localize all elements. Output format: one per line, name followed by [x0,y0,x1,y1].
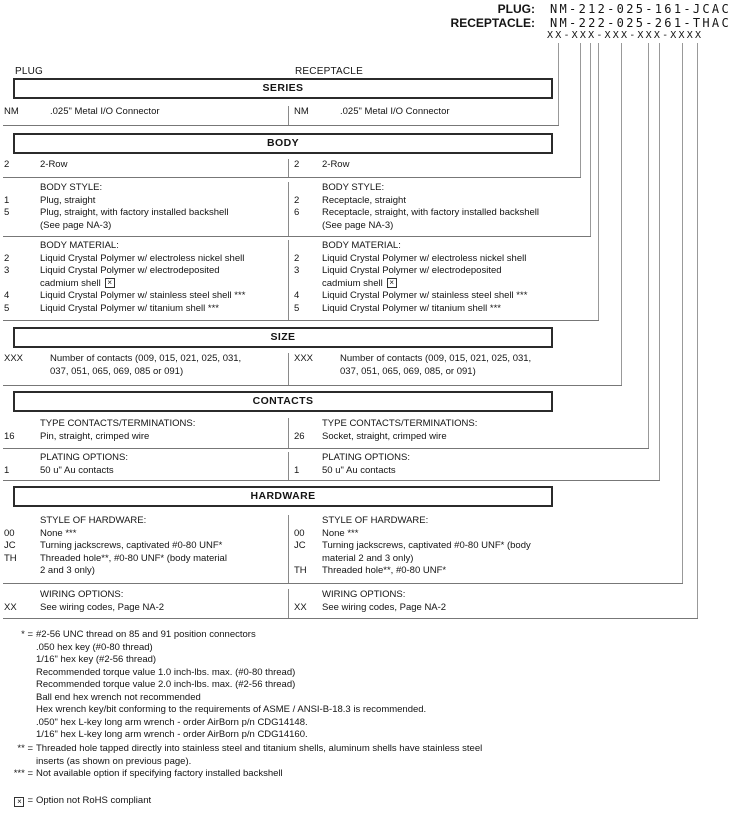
leader-line-contact-type [648,43,649,449]
option-desc: Turning jackscrews, captivated #0-80 UNF* [40,540,223,551]
body-row-right-row [294,159,349,172]
option-code: 2 [4,252,10,264]
rule-wiring [3,618,698,619]
rule-body-material [3,320,599,321]
option-code: 1 [4,464,10,476]
footnote-subline: Recommended torque value 1.0 inch-lbs. max. (#0-80 thread) [36,666,296,678]
option-code: TH [4,552,17,564]
option-desc: Receptacle, straight [322,194,406,206]
footnote-text: inserts (as shown on previous page). [36,755,192,767]
rule-size [3,385,622,386]
option-desc: Liquid Crystal Polymer w/ titanium shell *** [40,302,219,314]
footnote-marker: = [27,795,33,806]
option-desc: .025" Metal I/O Connector [50,106,160,117]
option-code: 3 [4,265,10,276]
section-header-hardware: HARDWARE [13,486,553,507]
hardware-style-left [4,515,227,578]
plating-left [4,452,128,477]
contact-type-right [294,418,477,443]
option-code: NM [4,106,19,117]
body-style-right [294,182,539,232]
option-desc: (See page NA-3) [40,219,112,231]
footnote-star [3,629,426,742]
series-left [4,106,160,119]
option-code: 2 [294,252,300,264]
series-right [294,106,450,119]
option-code: TH [294,565,307,576]
divider-body-style [288,182,289,236]
rule-body-style [3,236,591,237]
option-desc: Socket, straight, crimped wire [322,430,447,442]
option-code: 16 [4,430,15,442]
series-right-row [294,106,450,119]
block-heading: PLATING OPTIONS: [40,452,128,463]
plating-right [294,452,410,477]
option-code: XXX [294,353,314,364]
contact-type-left [4,418,195,443]
option-desc: Plug, straight [40,194,96,206]
option-desc: None *** [40,527,77,539]
block-heading: PLATING OPTIONS: [322,452,410,463]
footnote-text: Threaded hole tapped directly into stainless steel and titanium shells, aluminum shells have stainless steel [36,743,483,754]
body-row-left-row [4,159,67,172]
footnote-subline: 1/16" hex L-key long arm wrench - order AirBorn p/n CDG14160. [36,729,308,740]
option-desc: None *** [322,527,359,539]
leader-line-hardware-style [682,43,683,584]
option-code: 4 [294,290,300,301]
option-code: 2 [4,159,10,170]
size-left [4,353,241,378]
plug-partnumber-value: NM-212-025-161-JCAC [550,2,731,16]
rule-series [3,125,559,126]
leader-line-body-style [590,43,591,236]
block-heading: TYPE CONTACTS/TERMINATIONS: [40,418,196,429]
leader-line-body-material [598,43,599,321]
option-desc: Liquid Crystal Polymer w/ electroless nickel shell [322,252,527,264]
leader-line-size [621,43,622,386]
option-desc: Liquid Crystal Polymer w/ stainless steel shell *** [322,290,528,301]
option-desc: Number of contacts (009, 015, 021, 025, 031, [50,353,242,364]
option-desc: 037, 051, 065, 069, 085 or 091) [50,365,184,377]
section-header-size: SIZE [13,327,553,348]
option-desc: (See page NA-3) [322,219,394,231]
hardware-style-right [294,515,531,578]
footnote-marker: *** = [13,768,33,779]
rule-plating [3,480,660,481]
option-code: 4 [4,290,10,301]
option-code: 1 [4,194,10,206]
divider-body [288,159,289,177]
option-desc: cadmium shell [40,277,101,289]
block-heading: TYPE CONTACTS/TERMINATIONS: [322,418,478,429]
option-code: 5 [4,207,10,218]
option-code: 00 [294,527,305,539]
size-right [294,353,531,378]
block-heading: BODY STYLE: [322,182,385,193]
leader-line-plating [659,43,660,481]
option-desc: 50 u" Au contacts [40,464,114,476]
option-desc: Liquid Crystal Polymer w/ electrodeposited [322,265,502,276]
divider-plating [288,452,289,480]
option-code: JC [4,540,16,551]
section-header-contacts: CONTACTS [13,391,553,412]
option-code: 1 [294,464,300,476]
option-desc: Liquid Crystal Polymer w/ electrodeposited [40,265,220,276]
option-desc: Liquid Crystal Polymer w/ electroless nickel shell [40,252,245,264]
footnote-marker: ** = [17,743,33,754]
footnote-subline: Hex wrench key/bit conforming to the requirements of ASME / ANSI-B-18.3 is recommended. [36,704,427,715]
body-row-left [4,159,67,172]
wiring-left [4,589,164,614]
not-rohs-icon: × [387,278,397,288]
block-heading: BODY MATERIAL: [322,240,401,251]
option-desc: cadmium shell [322,277,383,289]
leader-line-series [558,43,559,126]
plug-partnumber-label: PLUG: [497,2,535,16]
block-heading: BODY MATERIAL: [40,240,119,251]
divider-body-material [288,240,289,320]
option-code: XX [294,601,307,613]
body-material-left [4,240,245,315]
option-desc: Liquid Crystal Polymer w/ titanium shell *** [322,302,501,314]
option-desc: 50 u" Au contacts [322,464,396,476]
footnote-subline: 1/16" hex key (#2-56 thread) [36,654,157,665]
block-heading: STYLE OF HARDWARE: [322,515,429,526]
divider-contact-type [288,418,289,448]
option-desc: 2-Row [322,159,350,170]
option-code: XX [4,601,17,613]
body-style-left [4,182,229,232]
divider-size [288,353,289,385]
option-desc: Receptacle, straight, with factory installed backshell [322,207,540,218]
option-desc: material 2 and 3 only) [322,552,414,564]
option-code: NM [294,106,309,117]
option-desc: 2 and 3 only) [40,565,95,576]
option-code: 5 [294,302,300,314]
footnote-text: Option not RoHS compliant [36,795,152,806]
partnumber-mask: XX-XXX-XXX-XXX-XXXX [547,30,704,41]
leader-line-wiring [697,43,698,619]
option-desc: 2-Row [40,159,68,170]
footnote-subline: Ball end hex wrench not recommended [36,691,201,703]
option-code: XXX [4,353,24,364]
leader-line-body [580,43,581,178]
footnote-triple-star [3,768,283,781]
receptacle-partnumber-label: RECEPTACLE: [450,16,535,30]
column-label-plug: PLUG [15,66,44,77]
not-rohs-icon: × [105,278,115,288]
footnote-double-star [3,743,482,768]
option-desc: Pin, straight, crimped wire [40,430,150,442]
divider-hardware-style [288,515,289,583]
footnote-rohs [3,795,151,808]
option-desc: Turning jackscrews, captivated #0-80 UNF* (body [322,540,531,551]
option-code: 2 [294,194,300,206]
column-label-receptacle: RECEPTACLE [295,66,363,77]
option-desc: .025" Metal I/O Connector [340,106,450,117]
option-desc: Threaded hole**, #0-80 UNF* (body material [40,552,227,564]
option-desc: Liquid Crystal Polymer w/ stainless steel shell *** [40,290,246,301]
option-code: 5 [4,302,10,314]
option-desc: See wiring codes, Page NA-2 [40,601,165,613]
option-code: 3 [294,265,300,276]
footnote-text: #2-56 UNC thread on 85 and 91 position connectors [36,629,256,640]
body-material-right [294,240,527,315]
rule-body [3,177,581,178]
divider-wiring [288,589,289,618]
section-header-body: BODY [13,133,553,154]
footnote-marker: * = [21,629,33,640]
series-left-row [4,106,160,119]
option-desc: Threaded hole**, #0-80 UNF* [322,565,447,576]
option-desc: Plug, straight, with factory installed backshell [40,207,229,218]
section-header-series: SERIES [13,78,553,99]
footnote-subline: .050 hex key (#0-80 thread) [36,641,153,653]
footnote-subline: Recommended torque value 2.0 inch-lbs. max. (#2-56 thread) [36,679,296,690]
receptacle-partnumber-value: NM-222-025-261-THAC [550,16,731,30]
block-heading: WIRING OPTIONS: [40,589,124,600]
not-rohs-icon: × [14,797,24,807]
option-code: 00 [4,527,15,539]
option-code: 2 [294,159,300,170]
block-heading: WIRING OPTIONS: [322,589,406,600]
rule-contact-type [3,448,649,449]
option-code: 26 [294,430,305,442]
option-desc: Number of contacts (009, 015, 021, 025, 031, [340,353,532,364]
footnote-text: Not available option if specifying factory installed backshell [36,768,283,779]
option-desc: See wiring codes, Page NA-2 [322,601,447,613]
block-heading: BODY STYLE: [40,182,103,193]
block-heading: STYLE OF HARDWARE: [40,515,147,526]
wiring-right [294,589,446,614]
option-code: 6 [294,207,300,218]
footnote-subline: .050" hex L-key long arm wrench - order AirBorn p/n CDG14148. [36,716,308,728]
rule-hardware-style [3,583,683,584]
option-desc: 037, 051, 065, 069, 085, or 091) [340,365,476,377]
divider-series [288,106,289,125]
body-row-right [294,159,349,172]
option-code: JC [294,540,306,551]
